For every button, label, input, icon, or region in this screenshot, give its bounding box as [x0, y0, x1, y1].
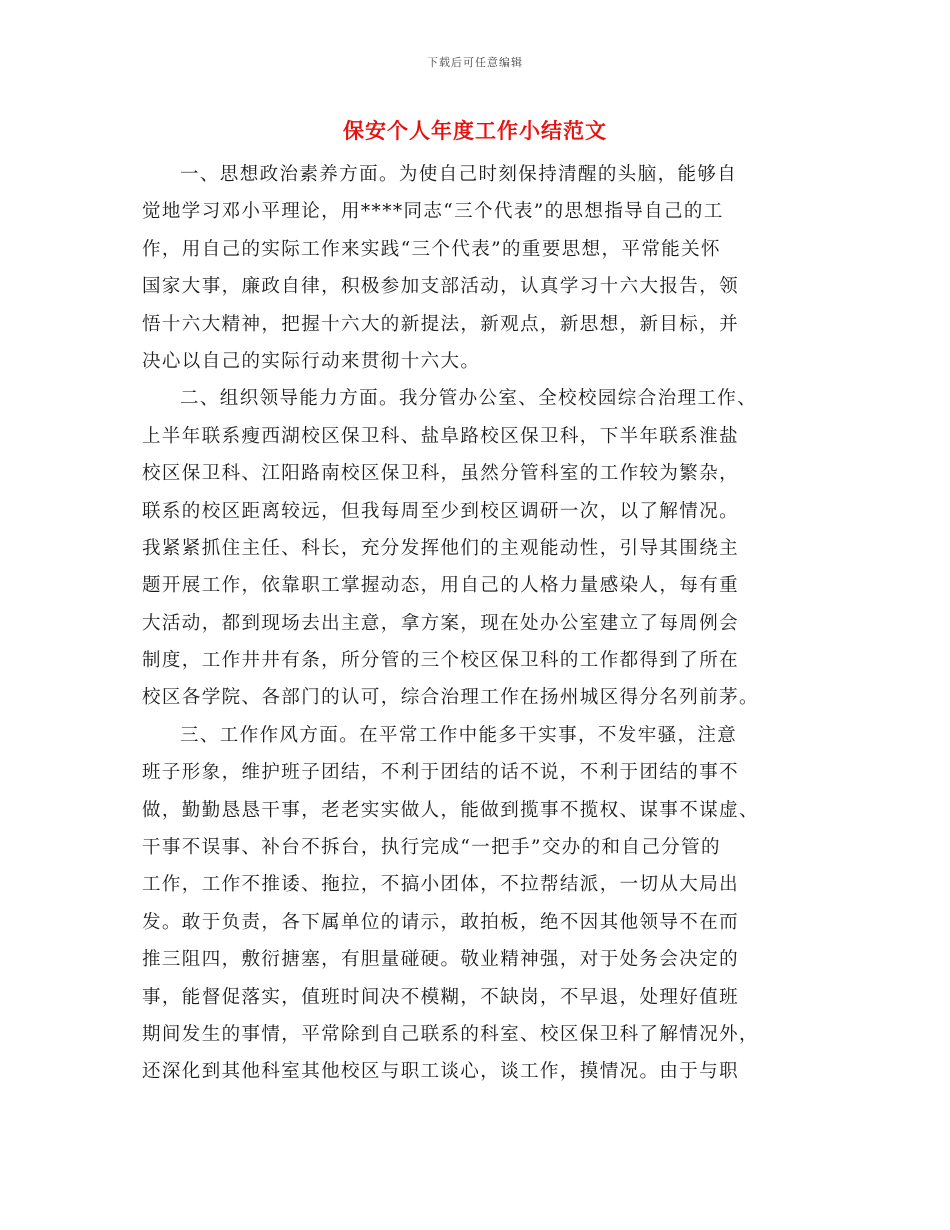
text-line: 悟十六大精神，把握十六大的新提法，新观点，新思想，新目标，并: [142, 313, 740, 335]
text-line: 事，能督促落实，值班时间决不模糊，不缺岗，不早退，处理好值班: [142, 986, 740, 1008]
text-line: 联系的校区距离较远，但我每周至少到校区调研一次，以了解情况。: [142, 500, 740, 522]
text-line: 期间发生的事情，平常除到自己联系的科室、校区保卫科了解情况外，: [142, 1023, 759, 1045]
header-note: 下载后可任意编辑: [427, 56, 523, 69]
text-line: 做，勤勤恳恳干事，老老实实做人，能做到揽事不揽权、谋事不谋虚、: [142, 799, 759, 821]
text-line: 作，用自己的实际工作来实践“三个代表”的重要思想，平常能关怀: [142, 238, 721, 260]
text-line: 一、思想政治素养方面。为使自己时刻保持清醒的头脑，能够自: [180, 164, 738, 185]
document-title: 保安个人年度工作小结范文: [343, 118, 607, 143]
text-line: 干事不误事、补台不拆台，执行完成“一把手”交办的和自己分管的: [142, 837, 721, 859]
text-line: 决心以自己的实际行动来贯彻十六大。: [142, 350, 481, 372]
text-line: 制度，工作井井有条，所分管的三个校区保卫科的工作都得到了所在: [142, 650, 740, 672]
text-line: 上半年联系瘦西湖校区保卫科、盐阜路校区保卫科，下半年联系淮盐: [142, 425, 740, 447]
text-line: 国家大事，廉政自律，积极参加支部活动，认真学习十六大报告，领: [142, 276, 740, 298]
text-line: 发。敢于负责，各下属单位的请示，敢拍板，绝不因其他领导不在而: [142, 911, 740, 933]
text-line: 工作，工作不推诿、拖拉，不搞小团体，不拉帮结派，一切从大局出: [142, 874, 740, 896]
text-line: 觉地学习邓小平理论，用****同志“三个代表”的思想指导自己的工: [142, 201, 724, 223]
text-line: 题开展工作，依靠职工掌握动态，用自己的人格力量感染人，每有重: [142, 575, 740, 597]
text-line: 大活动，都到现场去出主意，拿方案，现在处办公室建立了每周例会: [142, 612, 740, 634]
text-line: 三、工作作风方面。在平常工作中能多干实事，不发牢骚，注意: [180, 724, 738, 746]
text-line: 还深化到其他科室其他校区与职工谈心，谈工作，摸情况。由于与职: [142, 1061, 740, 1083]
text-line: 校区各学院、各部门的认可，综合治理工作在扬州城区得分名列前茅。: [142, 687, 759, 709]
text-line: 校区保卫科、江阳路南校区保卫科，虽然分管科室的工作较为繁杂，: [142, 463, 740, 485]
text-line: 我紧紧抓住主任、科长，充分发挥他们的主观能动性，引导其围绕主: [142, 537, 740, 559]
text-line: 二、组织领导能力方面。我分管办公室、全校校园综合治理工作、: [180, 388, 758, 410]
text-line: 班子形象，维护班子团结，不利于团结的话不说，不利于团结的事不: [142, 762, 740, 784]
document-body: [142, 156, 806, 1091]
text-line: 推三阻四，敷衍搪塞，有胆量碰硬。敬业精神强，对于处务会决定的: [142, 949, 740, 971]
